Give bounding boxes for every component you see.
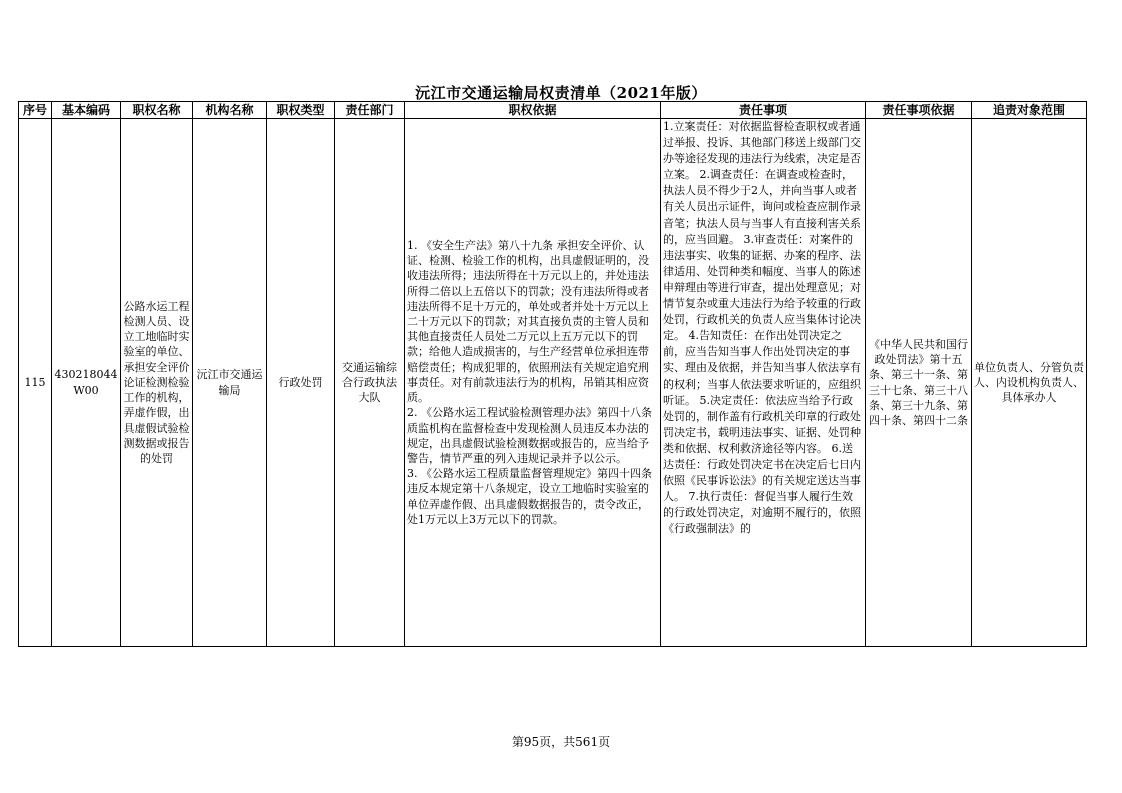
col-header-dept: 责任部门	[335, 102, 405, 119]
cell-dept: 交通运输综合行政执法大队	[335, 119, 405, 647]
col-header-duty-basis: 责任事项依据	[866, 102, 972, 119]
col-header-power-name: 职权名称	[121, 102, 193, 119]
cell-duties: 1.立案责任：对依据监督检查职权或者通过举报、投诉、其他部门移送上级部门交办等途径发现的违法行为线索，决定是否立案。 2.调查责任：在调查或检查时，执法人员不得少于2人，并向当事人或者有关人员出示证件，询问或检查应制作录音笔；执法人员与当事人有直接利害关系的，应当回避。 3.审查责任：对案件的违法事实、收集的证据、办案的程序、法律适用、处罚种类和幅度、当事人的陈述申辩理由等进行审查，提出处理意见；对情节复杂或重大违法行为给予较重的行政处罚，行政机关的负责人应当集体讨论决定。 4.告知责任：在作出处罚决定之前，应当告知当事人作出处罚决定的事实、理由及依据，并告知当事人依法享有的权利；当事人依法要求听证的，应组织听证。 5.决定责任：依法应当给予行政处罚的，制作盖有行政机关印章的行政处罚决定书，载明违法事实、证据、处罚种类和依据、权利救济途径等内容。 6.送达责任：行政处罚决定书在决定后七日内依照《民事诉讼法》的有关规定送达当事人。 7.执行责任：督促当事人履行生效的行政处罚决定，对逾期不履行的，依照《行政强制法》的	[661, 119, 866, 647]
cell-seq: 115	[19, 119, 52, 647]
cell-power-name: 公路水运工程检测人员、设立工地临时实验室的单位、承担安全评价论证检测检验工作的机构，弄虚作假，出具虚假试验检测数据或报告的处罚	[121, 119, 193, 647]
cell-power-type: 行政处罚	[267, 119, 335, 647]
basis-item: 3. 《公路水运工程质量监督管理规定》第四十四条 违反本规定第十八条规定，设立工地临时实验室的单位弄虚作假、出具虚假数据报告的，责令改正，处1万元以上3万元以下的罚款。	[407, 467, 656, 526]
header-row	[19, 102, 1087, 119]
cell-duty-basis: 《中华人民共和国行政处罚法》第十五条、第三十一条、第三十七条、第三十八条、第三十九条、第四十条、第四十二条	[866, 119, 972, 647]
basis-item: 1. 《安全生产法》第八十九条 承担安全评价、认证、检测、检验工作的机构，出具虚假证明的，没收违法所得；违法所得在十万元以上的，并处违法所得二倍以上五倍以下的罚款；没有违法所得或者违法所得不足十万元的，单处或者并处十万元以上二十万元以下的罚款；对其直接负责的主管人员和其他直接责任人员处二万元以上五万元以下的罚款；给他人造成损害的，与生产经营单位承担连带赔偿责任；构成犯罪的，依照刑法有关规定追究刑事责任。对有前款违法行为的机构，吊销其相应资质。	[407, 239, 649, 405]
col-header-basis: 职权依据	[405, 102, 661, 119]
col-header-power-type: 职权类型	[267, 102, 335, 119]
table-row	[19, 119, 1087, 647]
cell-basis	[405, 119, 661, 647]
col-header-code: 基本编码	[52, 102, 121, 119]
col-header-duties: 责任事项	[661, 102, 866, 119]
powers-table	[18, 101, 1087, 647]
cell-accountability: 单位负责人、分管负责人、内设机构负责人、具体承办人	[972, 119, 1087, 647]
cell-code: 430218044W00	[52, 119, 121, 647]
col-header-seq: 序号	[19, 102, 52, 119]
cell-org: 沅江市交通运输局	[193, 119, 267, 647]
col-header-accountability: 追责对象范围	[972, 102, 1087, 119]
basis-item: 2. 《公路水运工程试验检测管理办法》第四十八条 质监机构在监督检查中发现检测人员违反本办法的规定，出具虚假试验检测数据或报告的，应当给予警告，情节严重的列入违规记录并予以公示。	[407, 406, 656, 465]
page-title: 沅江市交通运输局权责清单（2021年版）	[415, 84, 707, 102]
col-header-org: 机构名称	[193, 102, 267, 119]
page-number: 第95页，共561页	[511, 735, 611, 749]
